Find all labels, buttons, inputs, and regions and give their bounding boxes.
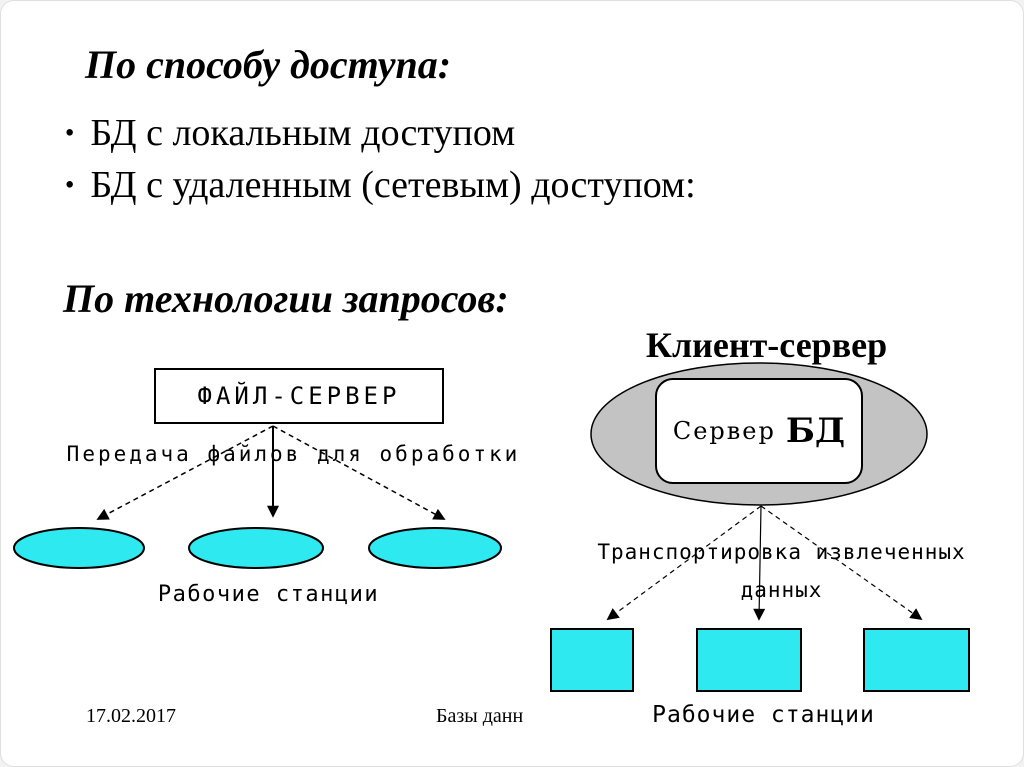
footer-date: 17.02.2017 — [86, 705, 176, 727]
bullet-item-label: БД с локальным доступом — [90, 112, 516, 154]
db-server-box — [655, 378, 863, 484]
db-server-abbrev: БД — [785, 411, 846, 451]
workstation-rect-2 — [697, 629, 801, 691]
file-server-box: ФАЙЛ-СЕРВЕР — [154, 368, 444, 424]
file-server-arrow-right — [273, 426, 444, 519]
heading-access-method: По способу доступа: — [85, 42, 452, 87]
client-server-workstations-label: Рабочие станции — [652, 702, 875, 728]
workstation-ellipse-2 — [189, 528, 323, 568]
workstation-ellipse-3 — [369, 528, 501, 568]
data-transport-label-line2: данных — [740, 578, 823, 602]
db-server-word: Сервер — [672, 417, 776, 445]
client-server-title: Клиент-сервер — [645, 325, 888, 365]
file-server-workstations-label: Рабочие станции — [157, 582, 380, 607]
file-transfer-label: Передача файлов для обработки — [66, 442, 521, 466]
data-transport-label-line1: Транспортировка извлеченных — [597, 540, 966, 564]
workstation-ellipse-1 — [14, 528, 144, 568]
bullet-item-remote — [63, 163, 696, 207]
footer-course-title: Базы данн — [436, 705, 524, 727]
workstation-rect-3 — [864, 629, 969, 691]
bullet-marker: • — [64, 169, 75, 201]
file-server-arrow-left — [98, 426, 273, 519]
file-server-workstations — [14, 528, 501, 568]
bullet-item-label: БД с удаленным (сетевым) доступом: — [90, 164, 696, 206]
bullet-item-local — [63, 111, 515, 155]
client-server-workstations — [551, 629, 969, 691]
workstation-rect-1 — [551, 629, 633, 691]
bullet-marker: • — [64, 117, 75, 149]
file-server-connectors — [98, 426, 444, 519]
heading-query-technology: По технологии запросов: — [63, 276, 509, 321]
